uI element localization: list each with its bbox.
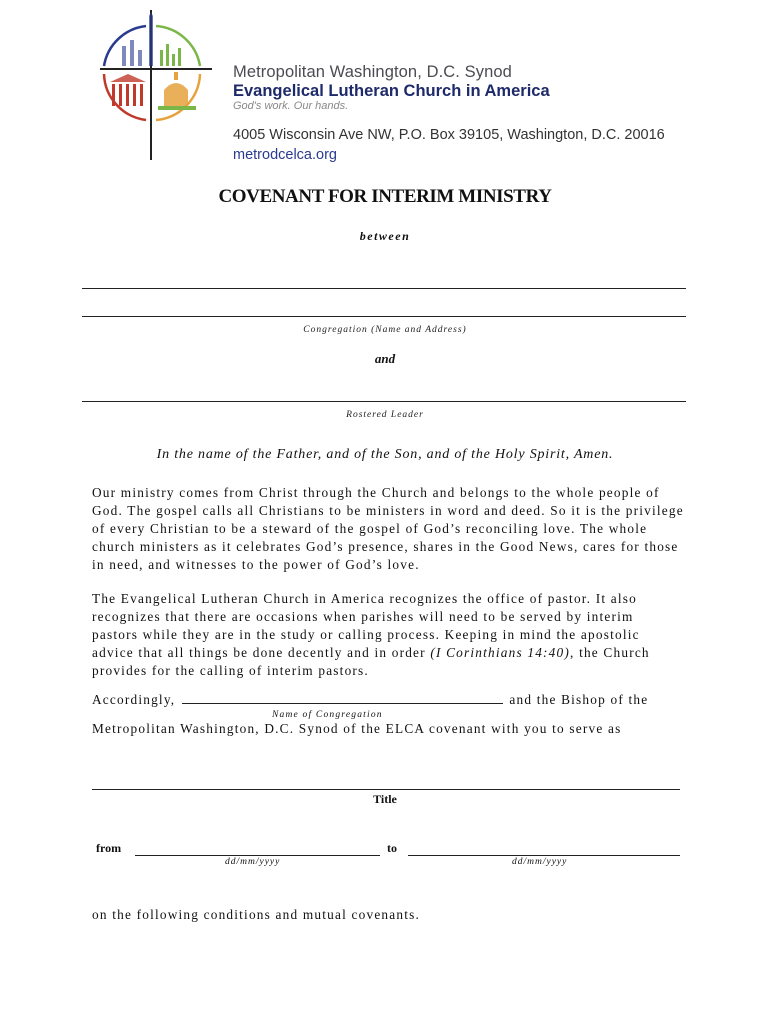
paragraph-ministry: Our ministry comes from Christ through the Church and belongs to the whole people of God. The gospel calls all Christians to be ministers in word and deed. So it is the privilege of every Christian to be a steward of the gospel of God’s reconciling love. The whole church ministers as it celebrates God’s presence, shares in the Good News, cares for those in need, and witnesses to the power of God’s love. (92, 485, 684, 572)
from-date-format: dd/mm/yyyy (225, 857, 281, 867)
from-date-field[interactable] (135, 855, 380, 856)
document-title: COVENANT FOR INTERIM MINISTRY (218, 186, 552, 207)
name-of-congregation-caption: Name of Congregation (272, 710, 383, 720)
paragraph-elca-part2: , the Church provides for the calling of interim pastors. (92, 645, 650, 678)
to-date-field[interactable] (408, 855, 680, 856)
accordingly-tail: and the Bishop of the (509, 692, 649, 707)
accordingly-line (92, 691, 684, 708)
bible-citation: (I Corinthians 14:40) (430, 645, 571, 660)
congregation-field-line-1[interactable] (82, 288, 686, 289)
rostered-leader-field-line[interactable] (82, 401, 686, 402)
to-date-format: dd/mm/yyyy (512, 857, 568, 867)
church-name: Evangelical Lutheran Church in America (233, 82, 550, 100)
from-label: from (96, 841, 122, 855)
synod-covenant-line: Metropolitan Washington, D.C. Synod of the ELCA covenant with you to serve as (92, 721, 622, 736)
rostered-caption: Rostered Leader (346, 410, 424, 420)
tagline: God's work. Our hands. (233, 100, 349, 112)
congregation-field-line-2[interactable] (82, 316, 686, 317)
invocation: In the name of the Father, and of the Son, and of the Holy Spirit, Amen. (156, 447, 614, 462)
and-label: and (374, 351, 396, 366)
between-label: between (359, 229, 411, 243)
paragraph-elca-part1: The Evangelical Lutheran Church in America recognizes the office of pastor. It also recognizes that there are occasions when parishes will need to be served by interim pastors while they are in the study or calling process. Keeping in mind the apostolic advice that all things be done decently and in order (92, 591, 640, 660)
synod-logo (92, 10, 218, 160)
accordingly-label: Accordingly, (92, 692, 176, 707)
org-name: Metropolitan Washington, D.C. Synod (233, 63, 512, 81)
org-address: 4005 Wisconsin Ave NW, P.O. Box 39105, Washington, D.C. 20016 (233, 127, 665, 143)
website-link[interactable]: metrodcelca.org (233, 147, 337, 163)
closing-line: on the following conditions and mutual covenants. (92, 907, 421, 922)
title-caption: Title (373, 792, 397, 806)
paragraph-elca (92, 590, 684, 680)
congregation-name-field[interactable] (182, 691, 503, 704)
to-label: to (387, 841, 397, 855)
title-field-line[interactable] (92, 789, 680, 790)
congregation-caption: Congregation (Name and Address) (303, 325, 467, 335)
